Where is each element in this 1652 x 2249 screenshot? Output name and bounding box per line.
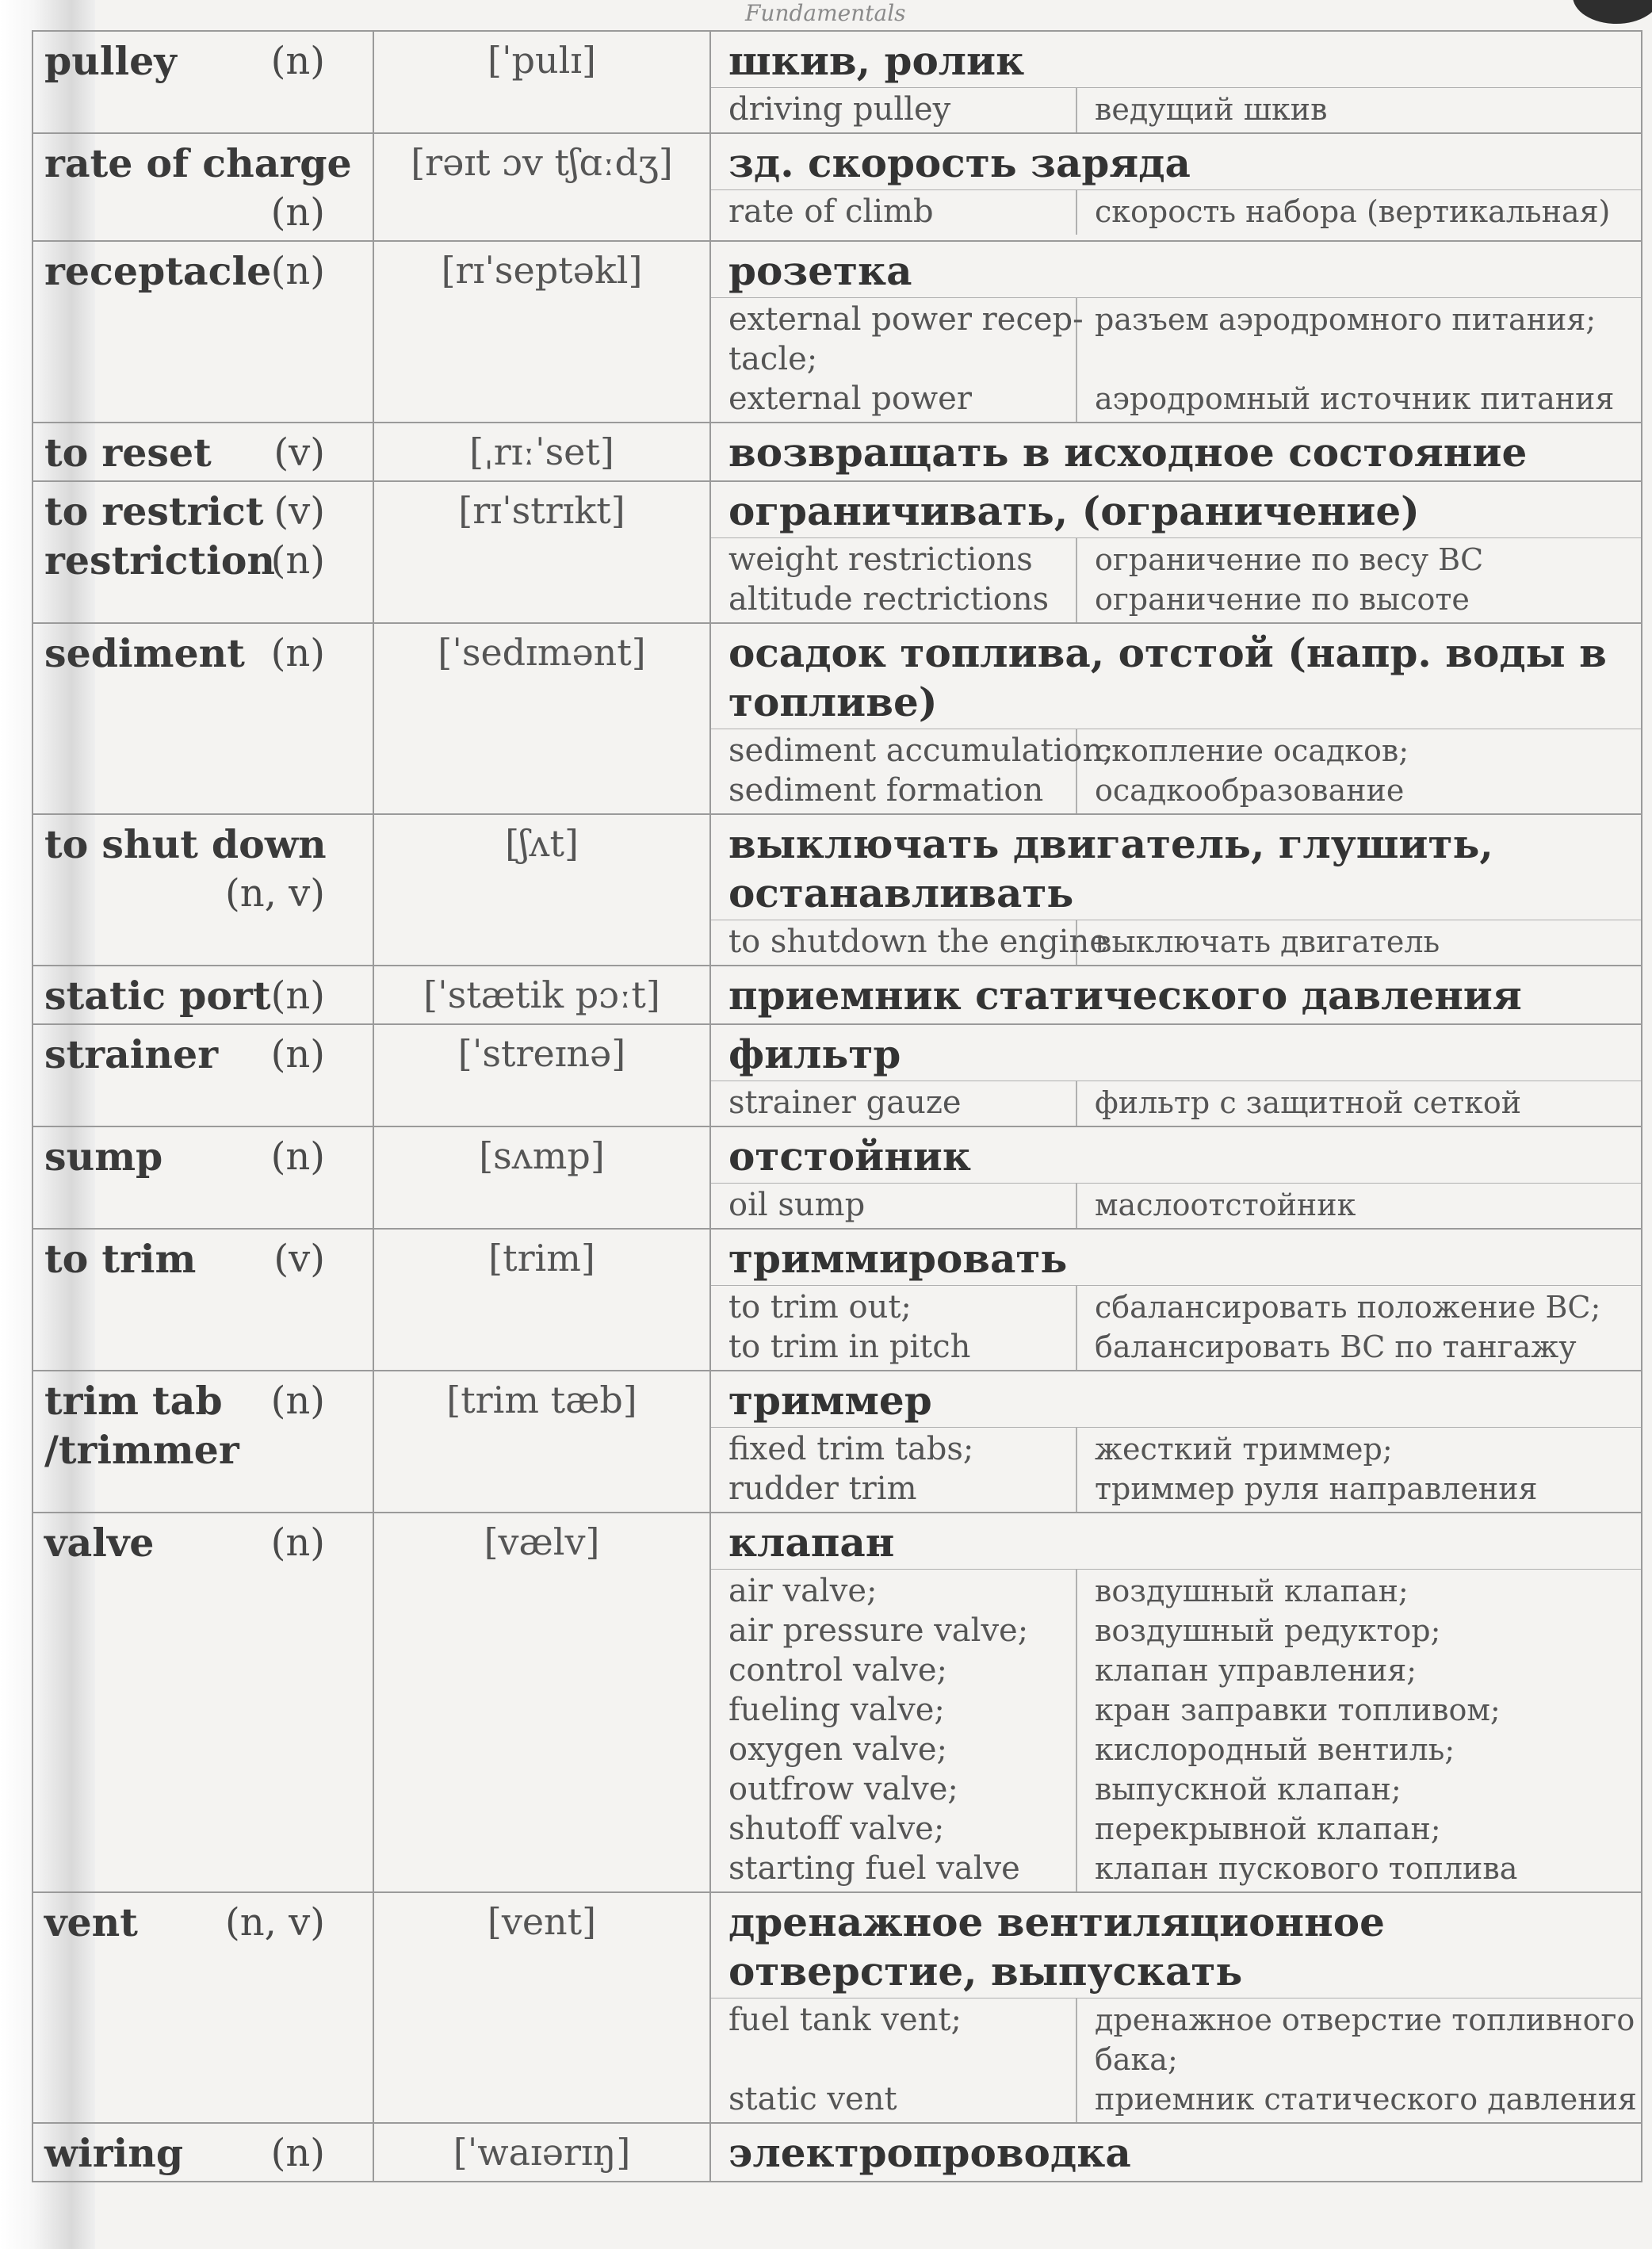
vocab-entry-row (33, 966, 1642, 1024)
example-phrase: control valve; (728, 1652, 948, 1689)
example-translation: кислородный вентиль; (1095, 1732, 1455, 1767)
usage-examples (711, 1286, 1641, 1370)
example-translation (1095, 339, 1635, 379)
russian-translation: шкив, ролик (711, 32, 1641, 88)
part-of-speech: (v) (273, 489, 325, 534)
vocab-entry-row (33, 1892, 1642, 2123)
example-translation: скопление осадков; (1095, 733, 1409, 768)
examples-russian (1077, 190, 1641, 235)
example-translation: аэродромный источник питания (1095, 381, 1615, 416)
transcription: [vent] (487, 1900, 597, 1943)
transcription: [ˈstætik pɔːt] (423, 973, 660, 1016)
pronunciation-cell (373, 1371, 710, 1513)
example-phrase: rudder trim (728, 1471, 917, 1507)
translation-cell (710, 1513, 1642, 1892)
example-translation: бака; (1095, 2042, 1178, 2077)
translation-cell (710, 623, 1642, 814)
usage-examples (711, 729, 1641, 813)
example-phrase: static vent (728, 2081, 897, 2117)
headword: receptacle (44, 248, 272, 294)
headword: restriction (44, 537, 276, 583)
example-phrase: sediment formation (728, 772, 1044, 809)
vocab-entry-row (33, 481, 1642, 623)
example-translation: триммер руля направления (1095, 1471, 1538, 1506)
pronunciation-cell (373, 1126, 710, 1229)
examples-english (711, 1428, 1077, 1512)
usage-examples (711, 538, 1641, 622)
example-translation: клапан управления; (1095, 1653, 1417, 1688)
headword: to trim (44, 1236, 197, 1282)
examples-russian (1077, 1286, 1641, 1370)
usage-examples (711, 1184, 1641, 1228)
examples-russian (1077, 538, 1641, 622)
example-translation: воздушный редуктор; (1095, 1613, 1441, 1648)
russian-translation: выключать двигатель, глушить, останавливать (711, 815, 1641, 920)
part-of-speech: (v) (273, 1237, 325, 1281)
example-translation: воздушный клапан; (1095, 1574, 1409, 1608)
part-of-speech: (n) (270, 1379, 325, 1423)
pronunciation-cell (373, 31, 710, 133)
vocab-entry-row (33, 1513, 1642, 1892)
example-phrase: air valve; (728, 1573, 878, 1609)
examples-russian (1077, 729, 1641, 813)
examples-russian (1077, 920, 1641, 965)
example-translation: разъем аэродромного питания; (1095, 302, 1597, 337)
examples-english (711, 88, 1077, 132)
russian-translation: триммер (711, 1371, 1641, 1428)
headword: valve (44, 1520, 155, 1566)
russian-translation: дренажное вентиляционное отверстие, выпускать (711, 1893, 1641, 1998)
pronunciation-cell (373, 966, 710, 1024)
example-phrase: external power (728, 381, 972, 417)
example-phrase: oil sump (728, 1187, 866, 1223)
examples-russian (1077, 88, 1641, 132)
examples-russian (1077, 1184, 1641, 1228)
examples-russian (1077, 1428, 1641, 1512)
russian-translation: осадок топлива, отстой (напр. воды в топливе) (711, 624, 1641, 729)
translation-cell (710, 814, 1642, 966)
example-translation: выпускной клапан; (1095, 1772, 1402, 1807)
transcription: [rɪˈstrɪkt] (458, 489, 625, 532)
example-phrase: starting fuel valve (728, 1850, 1020, 1887)
examples-english (711, 298, 1084, 422)
pronunciation-cell (373, 423, 710, 481)
examples-english (711, 729, 1114, 813)
russian-translation: отстойник (711, 1127, 1641, 1184)
example-translation: ограничение по весу ВС (1095, 542, 1484, 577)
translation-cell (710, 241, 1642, 423)
example-translation: ведущий шкив (1095, 92, 1328, 127)
russian-translation: клапан (711, 1513, 1641, 1570)
example-phrase: outfrow valve; (728, 1771, 958, 1807)
transcription: [rɪˈseptəkl] (441, 249, 643, 292)
transcription: [trim tæb] (446, 1379, 637, 1421)
part-of-speech: (n, v) (225, 871, 325, 916)
usage-examples (711, 1570, 1641, 1891)
term-cell (33, 2123, 373, 2182)
headword: to restrict (44, 488, 264, 534)
part-of-speech: (n) (270, 538, 325, 583)
transcription: [ˈsedɪmənt] (438, 631, 646, 674)
vocab-entry-row (33, 241, 1642, 423)
part-of-speech: (n) (270, 631, 325, 675)
example-phrase: fixed trim tabs; (728, 1431, 974, 1467)
example-translation: приемник статического давления (1095, 2082, 1637, 2117)
transcription: [ˈpulɪ] (487, 39, 597, 82)
usage-examples (711, 1998, 1641, 2122)
term-cell (33, 814, 373, 966)
part-of-speech: (n, v) (225, 1900, 325, 1945)
usage-examples (711, 190, 1641, 235)
term-cell (33, 1513, 373, 1892)
example-phrase: fuel tank vent; (728, 2002, 962, 2038)
example-translation: выключать двигатель (1095, 924, 1440, 959)
term-cell (33, 423, 373, 481)
headword: /trimmer (44, 1427, 239, 1473)
russian-translation: триммировать (711, 1230, 1641, 1286)
headword: to shut down (44, 821, 327, 867)
translation-cell (710, 966, 1642, 1024)
term-cell (33, 623, 373, 814)
vocab-entry-row (33, 133, 1642, 241)
example-phrase: external power recep- (728, 301, 1084, 338)
examples-english (711, 1286, 1077, 1370)
example-phrase: to trim out; (728, 1289, 912, 1325)
russian-translation: розетка (711, 242, 1641, 298)
example-phrase: fueling valve; (728, 1692, 945, 1728)
term-cell (33, 481, 373, 623)
translation-cell (710, 1229, 1642, 1371)
pronunciation-cell (373, 1892, 710, 2123)
pronunciation-cell (373, 2123, 710, 2182)
headword: vent (44, 1899, 138, 1945)
example-phrase: driving pulley (728, 91, 951, 128)
term-cell (33, 1892, 373, 2123)
example-phrase: rate of climb (728, 193, 934, 230)
examples-english (711, 538, 1077, 622)
example-translation: маслоотстойник (1095, 1188, 1356, 1222)
part-of-speech: (n) (270, 1520, 325, 1565)
term-cell (33, 133, 373, 241)
headword: wiring (44, 2130, 184, 2176)
translation-cell (710, 481, 1642, 623)
example-translation: сбалансировать положение ВС; (1095, 1290, 1601, 1325)
examples-english (711, 920, 1108, 965)
pronunciation-cell (373, 133, 710, 241)
example-phrase: to trim in pitch (728, 1329, 971, 1365)
part-of-speech: (n) (270, 1134, 325, 1179)
russian-translation: приемник статического давления (728, 972, 1522, 1019)
usage-examples (711, 1428, 1641, 1512)
pronunciation-cell (373, 1024, 710, 1126)
examples-english (711, 190, 1077, 235)
vocab-entry-row (33, 423, 1642, 481)
term-cell (33, 1371, 373, 1513)
example-phrase: weight restrictions (728, 541, 1033, 578)
vocab-entry-row (33, 1126, 1642, 1229)
term-cell (33, 1126, 373, 1229)
vocab-entry-row (33, 814, 1642, 966)
pronunciation-cell (373, 814, 710, 966)
example-phrase: shutoff valve; (728, 1811, 945, 1847)
example-phrase: oxygen valve; (728, 1731, 947, 1768)
example-translation: дренажное отверстие топливного (1095, 2002, 1635, 2037)
example-translation: скорость набора (вертикальная) (1095, 194, 1611, 229)
vocab-entry-row (33, 31, 1642, 133)
example-translation: кран заправки топливом; (1095, 1692, 1501, 1727)
translation-cell (710, 31, 1642, 133)
part-of-speech: (n) (270, 973, 325, 1018)
part-of-speech: (n) (270, 1032, 325, 1077)
headword: trim tab (44, 1378, 223, 1424)
headword: sediment (44, 630, 245, 676)
headword: sump (44, 1134, 163, 1180)
usage-examples (711, 920, 1641, 965)
transcription: [ʃʌt] (505, 822, 579, 865)
headword: static port (44, 973, 271, 1019)
transcription: [ˈwaɪərɪŋ] (453, 2131, 631, 2174)
example-translation: перекрывной клапан; (1095, 1811, 1441, 1846)
examples-russian (1077, 1081, 1641, 1126)
examples-english (711, 1570, 1077, 1891)
examples-russian (1077, 1570, 1641, 1891)
vocabulary-table (32, 30, 1642, 2182)
transcription: [ˌrɪːˈset] (469, 430, 614, 473)
transcription: [vælv] (484, 1520, 600, 1563)
pronunciation-cell (373, 1513, 710, 1892)
vocab-entry-row (33, 1229, 1642, 1371)
pronunciation-cell (373, 241, 710, 423)
term-cell (33, 1024, 373, 1126)
usage-examples (711, 88, 1641, 132)
transcription: [rəɪt ɔv tʃɑːdʒ] (411, 141, 673, 184)
russian-translation: возвращать в исходное состояние (728, 429, 1528, 476)
running-header: Fundamentals (745, 0, 906, 26)
example-phrase: air pressure valve; (728, 1612, 1029, 1649)
example-phrase: to shutdown the engine (728, 924, 1108, 960)
example-phrase: tacle; (728, 341, 818, 377)
part-of-speech: (n) (270, 190, 325, 235)
pronunciation-cell (373, 481, 710, 623)
headword: strainer (44, 1031, 219, 1077)
russian-translation: электропроводка (728, 2129, 1131, 2176)
translation-cell (710, 1892, 1642, 2123)
example-translation: ограничение по высоте (1095, 582, 1470, 617)
example-translation: осадкообразование (1095, 773, 1405, 808)
transcription: [ˈstreɪnə] (457, 1032, 626, 1075)
part-of-speech: (n) (270, 2131, 325, 2175)
translation-cell (710, 1371, 1642, 1513)
translation-cell (710, 133, 1642, 241)
usage-examples (711, 1081, 1641, 1126)
pronunciation-cell (373, 623, 710, 814)
ink-blot (1573, 0, 1652, 24)
part-of-speech: (v) (273, 430, 325, 475)
usage-examples (711, 298, 1641, 422)
term-cell (33, 1229, 373, 1371)
headword: pulley (44, 38, 177, 84)
russian-translation: фильтр (711, 1025, 1641, 1081)
vocab-entry-row (33, 2123, 1642, 2182)
example-phrase: altitude rectrictions (728, 581, 1050, 618)
translation-cell (710, 423, 1642, 481)
example-translation: клапан пускового топлива (1095, 1851, 1518, 1886)
examples-english (711, 1998, 1077, 2122)
russian-translation: ограничивать, (ограничение) (711, 482, 1641, 538)
examples-russian (1077, 298, 1641, 422)
examples-english (711, 1081, 1077, 1126)
russian-translation: зд. скорость заряда (711, 134, 1641, 190)
example-phrase: strainer gauze (728, 1084, 962, 1121)
transcription: [sʌmp] (479, 1134, 605, 1177)
pronunciation-cell (373, 1229, 710, 1371)
example-phrase (728, 2040, 1069, 2079)
example-translation: балансировать ВС по тангажу (1095, 1329, 1577, 1364)
examples-russian (1077, 1998, 1643, 2122)
vocab-entry-row (33, 1371, 1642, 1513)
translation-cell (710, 2123, 1642, 2182)
translation-cell (710, 1126, 1642, 1229)
example-translation: фильтр с защитной сеткой (1095, 1085, 1522, 1120)
example-phrase: sediment accumulation; (728, 732, 1114, 769)
term-cell (33, 966, 373, 1024)
part-of-speech: (n) (270, 39, 325, 83)
headword: to reset (44, 430, 212, 476)
vocab-entry-row (33, 1024, 1642, 1126)
examples-english (711, 1184, 1077, 1228)
part-of-speech: (n) (270, 249, 325, 293)
vocab-entry-row (33, 623, 1642, 814)
term-cell (33, 31, 373, 133)
headword: rate of charge (44, 140, 352, 186)
example-translation: жесткий триммер; (1095, 1432, 1393, 1467)
term-cell (33, 241, 373, 423)
transcription: [trim] (488, 1237, 595, 1279)
translation-cell (710, 1024, 1642, 1126)
